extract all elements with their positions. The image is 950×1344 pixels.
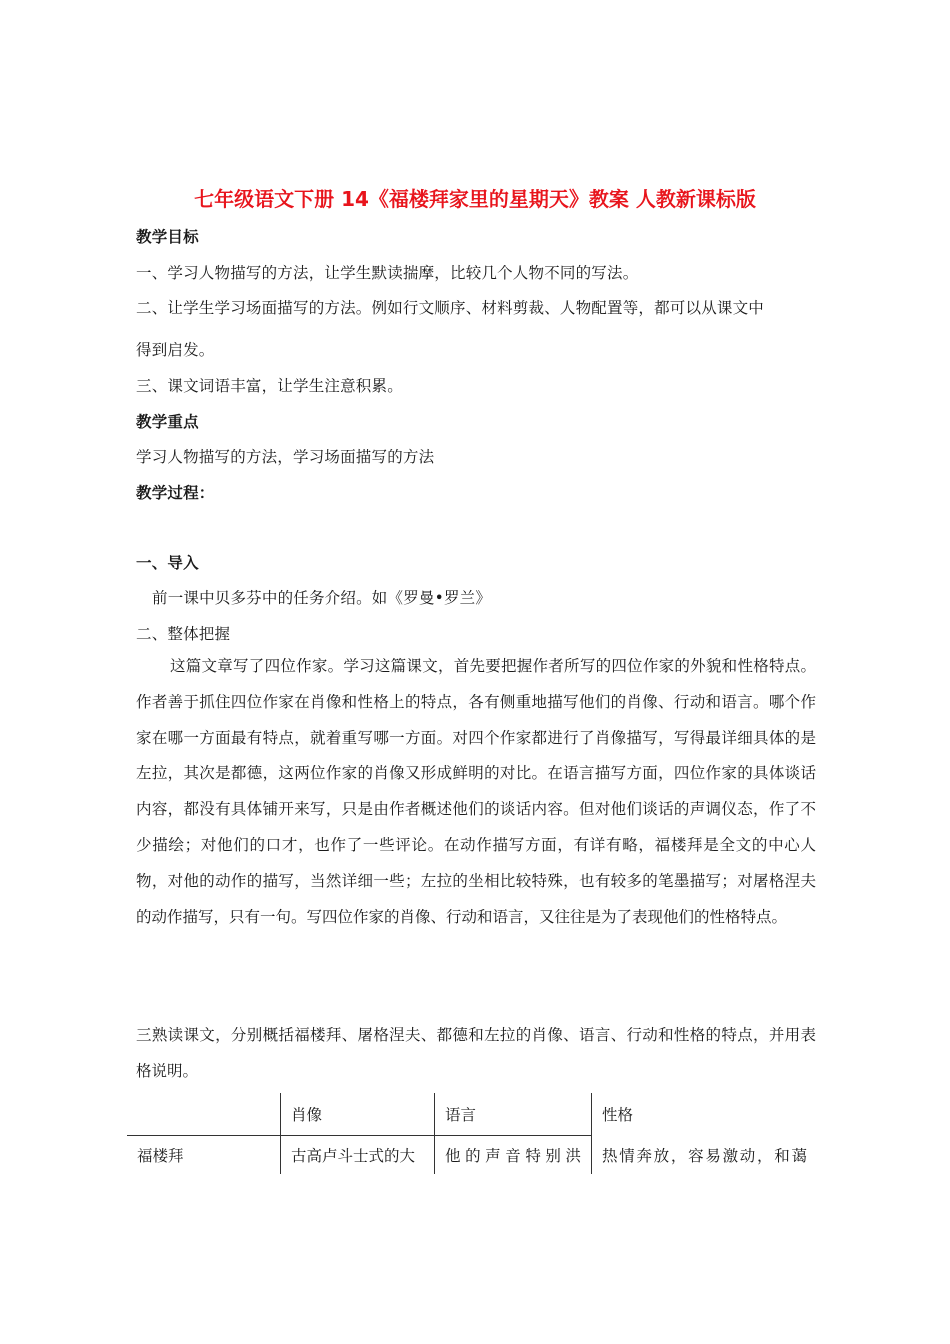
section-2-paragraph: 这篇文章写了四位作家。学习这篇课文，首先要把握作者所写的四位作家的外貌和性格特点。作者善于抓住四位作家在肖像和性格上的特点，各有侧重地描写他们的肖像、行动和语言。哪个作家在哪一方面最有特点，就着重写哪一方面。对四个作家都进行了肖像描写，写得最详细具体的是左拉，其次是都德，这两位作家的肖像又形成鲜明的对比。在语言描写方面，四位作家的具体谈话内容，都没有具体铺开来写，只是由作者概述他们的谈话内容。但对他们谈话的声调仪态，作了不少描绘；对他们的口才，也作了一些评论。在动作描写方面，有详有略，福楼拜是全文的中心人物，对他的动作的描写，当然详细一些；左拉的坐相比较特殊，也有较多的笔墨描写；对屠格涅夫的动作描写，只有一句。写四位作家的肖像、行动和语言，又往往是为了表现他们的性格特点。 xyxy=(136,657,816,926)
table-header-cell: 语言 xyxy=(435,1093,592,1136)
table-header-cell xyxy=(127,1093,281,1136)
table-cell: 他的声音特别洪 xyxy=(435,1136,592,1175)
table-cell: 福楼拜 xyxy=(137,1147,184,1165)
character-table xyxy=(127,1093,817,1174)
key-points-heading: 教学重点 xyxy=(136,413,199,431)
document-title: 七年级语文下册 14《福楼拜家里的星期天》教案 人教新课标版 xyxy=(194,187,756,211)
goal-1: 一、学习人物描写的方法，让学生默读揣摩，比较几个人物不同的写法。 xyxy=(136,264,639,282)
process-heading: 教学过程： xyxy=(136,484,215,502)
goal-2-line-2: 得到启发。 xyxy=(136,341,215,359)
table-row xyxy=(127,1136,817,1175)
table-cell: 热情奔放，容易激动，和蔼 xyxy=(592,1136,818,1175)
table-cell: 古高卢斗士式的大 xyxy=(281,1136,435,1175)
goals-heading: 教学目标 xyxy=(136,228,199,246)
section-1-text: 前一课中贝多芬中的任务介绍。如《罗曼•罗兰》 xyxy=(152,589,492,607)
key-points-text: 学习人物描写的方法，学习场面描写的方法 xyxy=(136,448,435,466)
table-header-row xyxy=(127,1093,817,1136)
section-3-paragraph: 三熟读课文，分别概括福楼拜、屠格涅夫、都德和左拉的肖像、语言、行动和性格的特点，并用表格说明。 xyxy=(136,1026,816,1080)
section-2-heading: 二、整体把握 xyxy=(136,625,231,643)
table-header-cell: 性格 xyxy=(592,1093,818,1136)
section-1-heading: 一、导入 xyxy=(136,554,199,572)
table-header-cell: 肖像 xyxy=(281,1093,435,1136)
goal-3: 三、课文词语丰富，让学生注意积累。 xyxy=(136,377,403,395)
goal-2-line-1: 二、让学生学习场面描写的方法。例如行文顺序、材料剪裁、人物配置等，都可以从课文中 xyxy=(136,299,765,317)
